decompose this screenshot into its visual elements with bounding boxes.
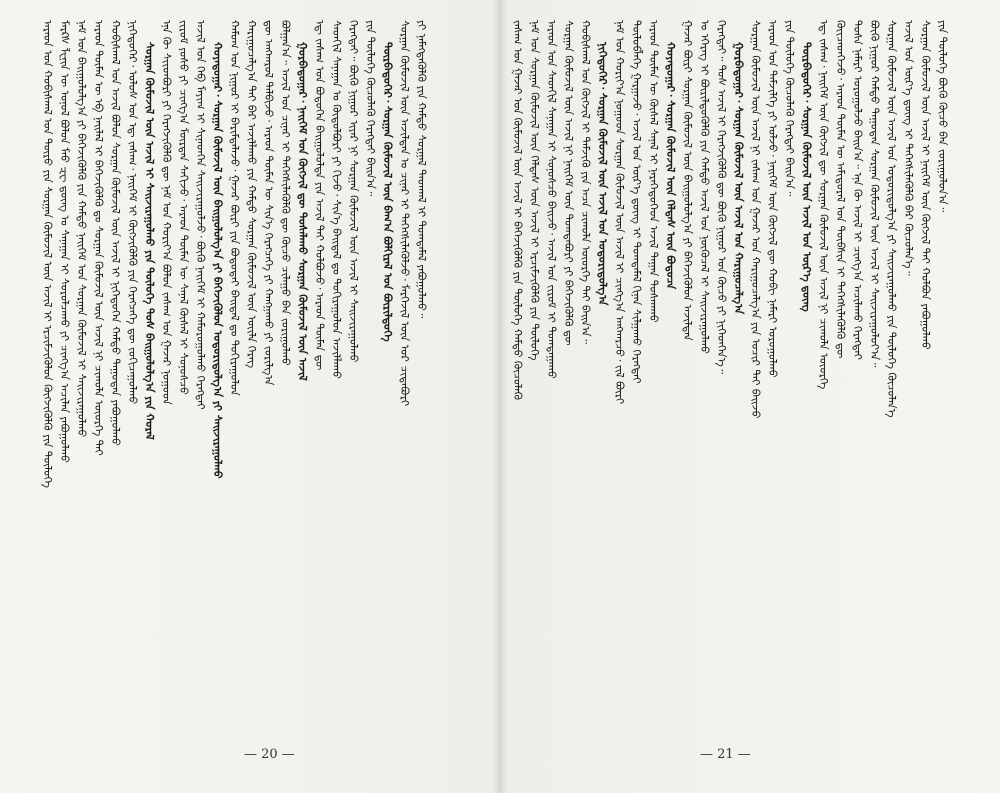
- text-column: ᠬᠤᠪᠢᠰᠬᠠᠯ ᠤᠨ ᠬᠥᠭᠵᠢᠯ ᠢ ᠳᠡᠮᠵᠢᠬᠦ ᠶᠢᠨ ᠠᠴᠠ ᠴᠢᠬᠤᠯᠠ ᠦᠦᠷᠭᠡ ᠲᠡᠢ ᠪᠠᠢᠨ᠎ᠠ᠃: [579, 20, 592, 344]
- text-column: ᠰᠤᠷᠭᠠᠨ ᠬᠦᠮᠦᠵᠢᠯ ᠦᠨ ᠠᠵᠢᠯ ᠨᠢ ᠵᠠᠰᠠᠭ ᠤᠨ ᠭᠠᠵᠠᠷ ᠤᠨ ᠬᠠᠷᠢᠭᠤᠴᠠᠯᠭ᠎ᠠ ᠶᠢᠨ ᠤᠴᠢᠷ ᠲᠠᠢ ᠪᠠᠢᠵᠤ: [749, 20, 762, 419]
- text-column: ᠶᠢᠨ ᠲᠥᠯᠥᠭᠡ ᠬᠦᠴᠦᠯᠡᠬᠦ ᠬᠡᠷᠡᠭᠲᠡᠢ ᠪᠠᠢᠨ᠎ᠠ᠃: [364, 20, 377, 197]
- text-column: ᠠᠵᠢᠯ ᠤᠨ ᠦᠷ᠎ᠡ ᠳ᠋ᠦᠩ ᠢ ᠳᠡᠭᠡᠭᠰᠢᠯᠡᠭᠦᠯᠬᠦ ᠪᠠᠷ ᠬᠦᠴᠦᠯᠡᠨ᠎ᠡ᠃: [902, 20, 915, 276]
- text-column: ᠲᠤᠰᠠ ᠨᠡᠮᠡᠷᠢ ᠣᠷᠤᠭᠤᠯᠵᠤ ᠪᠠᠢᠨ᠎ᠠ᠃ ᠡᠨᠡ ᠬᠦ ᠠᠵᠢᠯ ᠢ ᠴᠢᠩᠭ᠎ᠠ ᠠᠴᠢᠯᠠᠬᠤ ᠬᠡᠷᠡᠭᠲᠡᠢ: [851, 20, 864, 360]
- text-column: ᠠᠷᠠᠳ ᠲᠦᠮᠡᠨ ᠦ ᠡᠪ ᠨᠡᠢᠯᠡᠯ ᠢ ᠪᠡᠬᠡᠵᠢᠭᠦᠯᠬᠦ ᠳᠤ ᠰᠤᠷᠭᠠᠨ ᠬᠦᠮᠦᠵᠢᠯ ᠦᠨ ᠠᠵᠢᠯ ᠨᠢ ᠴᠢᠬᠤᠯᠠ ᠦᠦᠷᠭᠡ ᠲᠡᠢ: [92, 20, 105, 456]
- heading-column: ᠨᠢᠭᠡᠳᠦᠭᠡᠷ᠂ ᠰᠤᠷᠭᠠᠨ ᠬᠦᠮᠦᠵᠢᠯ ᠦᠨ ᠠᠵᠢᠯ ᠤᠨ ᠤᠳᠤᠷᠢᠳᠤᠯᠭ᠎ᠠ: [596, 42, 609, 306]
- heading-column: ᠳᠥᠷᠪᠡᠳᠦᠭᠡᠷ᠂ ᠰᠤᠷᠭᠠᠨ ᠬᠦᠮᠦᠵᠢᠯ ᠦᠨ ᠠᠵᠢᠯ ᠤᠨ ᠦᠷ᠎ᠡ ᠳ᠋ᠦᠩ: [800, 42, 813, 312]
- text-column: ᠪᠦᠬᠦ ᠨᠢᠭᠤᠷ ᠬᠠᠮᠲᠤ ᠳᠠᠭᠤᠳᠠᠨ ᠰᠤᠷᠭᠠᠨ ᠬᠦᠮᠦᠵᠢᠯ ᠦᠨ ᠠᠵᠢᠯ ᠢ ᠰᠠᠢᠵᠢᠷᠠᠭᠤᠯᠤᠶ᠎ᠠ᠃: [868, 20, 881, 368]
- text-column: ᠨᠠᠮ ᠤᠨ ᠰᠤᠷᠭᠠᠨ ᠬᠦᠮᠦᠵᠢᠯ ᠦᠨ ᠬᠡᠯᠲᠡᠰ ᠦᠨ ᠠᠵᠢᠯ ᠢ ᠡᠷᠴᠢᠮᠵᠢᠭᠦᠯᠬᠦ ᠶᠢᠨ ᠲᠥᠯᠥᠭᠡ: [528, 20, 541, 361]
- page-number-right: — 21 —: [700, 747, 751, 762]
- text-column: ᠰᠤᠷᠭᠠᠨ ᠬᠦᠮᠦᠵᠢᠯ ᠦᠨ ᠠᠵᠢᠯ ᠨᠢ ᠨᠡᠢᠭᠡᠮ ᠦᠨ ᠲᠣᠭᠲᠠᠪᠤᠷᠢ ᠶᠢ ᠪᠡᠬᠡᠵᠢᠭᠦᠯᠬᠦ ᠳᠦ: [562, 20, 575, 346]
- text-column: ᠠᠷᠠᠳ ᠲᠦᠮᠡᠨ ᠦ ᠬᠦᠰᠡᠯ ᠰᠠᠨᠠᠯ ᠢ ᠨᠡᠷᠡᠭᠡᠳᠦᠭᠡᠳ ᠠᠵᠢᠯ ᠳᠠᠭᠠᠨ ᠲᠤᠰᠬᠠᠬᠤ: [647, 20, 660, 323]
- text-column: ᠰᠡᠳᠬᠢᠯ ᠰᠠᠨᠠᠭᠠᠨ ᠤ ᠬᠥᠲᠥᠯᠪᠦᠷᠢ ᠶᠢ ᠬᠢᠵᠦ᠂ ᠰᠢᠨ᠎ᠡ ᠪᠠᠢᠳᠠᠯ ᠳᠤ ᠲᠣᠬᠢᠷᠠᠭᠤᠯᠤᠨ ᠠᠵᠢᠯᠯᠠᠬᠤ: [330, 20, 343, 379]
- text-column: ᠪᠤᠯᠭᠠᠨ᠎ᠠ᠃ ᠠᠵᠢᠯ ᠤᠨ ᠴᠢᠨᠠᠷ ᠢ ᠳᠡᠭᠡᠭᠰᠢᠯᠡᠭᠦᠯᠬᠦ ᠳᠦ ᠬᠦᠴᠦ ᠴᠢᠯᠠᠭᠤ ᠪᠠᠨ ᠵᠣᠷᠢᠭᠤᠯᠬᠤ: [279, 20, 292, 366]
- text-column: ᠲᠥᠯᠥᠪᠯᠡᠭᠡ ᠭᠠᠷᠭᠠᠵᠤ᠂ ᠠᠵᠢᠯ ᠤᠨ ᠦᠷ᠎ᠡ ᠳ᠋ᠦᠩ ᠢ ᠲᠣᠭᠲᠠᠮᠠᠯ ᠬᠢᠨᠠᠨ ᠰᠢᠯᠭᠠᠬᠤ ᠬᠡᠷᠡᠭᠲᠡᠢ: [630, 20, 643, 384]
- page-number-left: — 20 —: [244, 747, 295, 762]
- text-column: ᠡᠳ᠋ ᠵᠠᠰᠠᠭ᠂ ᠨᠡᠢᠭᠡᠮ ᠦᠨ ᠬᠥᠭᠵᠢᠯ ᠳᠦ ᠰᠤᠷᠭᠠᠨ ᠬᠦᠮᠦᠵᠢᠯ ᠦᠨ ᠠᠵᠢᠯ ᠨᠢ ᠴᠢᠬᠤᠯᠠ ᠦᠦᠷᠭᠡ: [817, 20, 830, 390]
- text-column: ᠨᠠᠮ ᠤᠨ ᠪᠠᠢᠭᠤᠯᠤᠯᠭ᠎ᠠ ᠶᠢ ᠪᠡᠬᠡᠵᠢᠭᠦᠯᠬᠦ ᠶᠢᠨ ᠬᠠᠮᠲᠤ ᠨᠡᠢᠭᠡᠮ ᠤᠨ ᠰᠤᠷᠭᠠᠨ ᠬᠦᠮᠦᠵᠢᠯ ᠢ ᠰᠠᠢᠵᠢᠷᠠᠭᠤᠯᠬᠤ: [75, 20, 88, 438]
- text-column: ᠰᠤᠷᠭᠠᠨ ᠬᠦᠮᠦᠵᠢᠯ ᠦᠨ ᠠᠵᠢᠯ ᠤᠨ ᠤᠳᠤᠷᠢᠳᠤᠯᠭ᠎ᠠ ᠶᠢ ᠰᠠᠢᠵᠢᠷᠠᠭᠤᠯᠬᠤ ᠶᠢᠨ ᠲᠥᠯᠥᠭᠡ ᠬᠦᠴᠦᠯᠡᠨ᠎ᠡ: [885, 20, 898, 418]
- page-right: [510, 20, 970, 725]
- text-column: ᠨᠠᠮ ᠤᠨ ᠬᠣᠷᠢᠶ᠎ᠠ ᠨᠤᠭᠤᠳ ᠰᠤᠷᠭᠠᠨ ᠬᠦᠮᠦᠵᠢᠯ ᠦᠨ ᠠᠵᠢᠯ ᠢ ᠴᠢᠩᠭ᠎ᠠ ᠠᠩᠬᠠᠷᠴᠤ᠂ ᠵᠢᠯ ᠪᠦᠷᠢ: [613, 20, 626, 405]
- heading-column: ᠳᠥᠷᠪᠡᠳᠦᠭᠡᠷ᠂ ᠰᠤᠷᠭᠠᠨ ᠬᠦᠮᠦᠵᠢᠯ ᠦᠨ ᠪᠠᠭ᠎ᠠ ᠪᠤᠯᠬᠢᠷᠠᠯ ᠤᠨ ᠪᠦᠷᠢᠯᠳᠦᠭᠡ: [381, 42, 394, 342]
- heading-column: ᠭᠤᠷᠪᠠᠳᠤᠭᠠᠷ᠂ ᠰᠤᠷᠭᠠᠨ ᠬᠦᠮᠦᠵᠢᠯ ᠦᠨ ᠠᠵᠢᠯ ᠤᠨ ᠬᠠᠷᠢᠭᠤᠴᠠᠯᠭ᠎ᠠ: [732, 42, 745, 315]
- text-column: ᠬᠠᠮᠤᠭ ᠤᠨ ᠨᠢᠭᠤᠷ ᠢ ᠪᠠᠷᠢᠮᠳᠠᠯᠠᠵᠤ᠂ ᠭᠠᠵᠠᠷ ᠪᠦᠷᠢ ᠶᠢᠨ ᠪᠤᠳᠤᠳᠠᠢ ᠪᠠᠢᠳᠠᠯ ᠳᠤ ᠲᠣᠬᠢᠷᠠᠭᠤᠯᠤᠨ: [228, 20, 241, 396]
- heading-column: ᠬᠣᠶᠠᠳᠤᠭᠠᠷ᠂ ᠰᠤᠷᠭᠠᠨ ᠬᠦᠮᠦᠵᠢᠯ ᠦᠨ ᠬᠡᠯᠲᠡᠰ ᠦᠨ ᠪᠤᠲᠦᠴᠡ: [664, 42, 677, 290]
- text-column: ᠰᠤᠷᠭᠠᠨ ᠬᠦᠮᠦᠵᠢᠯ ᠦᠨ ᠠᠵᠢᠯᠲᠠᠨ ᠤ ᠴᠢᠨᠠᠷ ᠢ ᠳᠡᠭᠡᠭᠰᠢᠯᠡᠭᠦᠯᠵᠦ᠂ ᠮᠡᠷᠭᠡᠵᠢᠯ ᠦᠨ ᠤᠷ ᠴᠢᠳᠠᠪᠤᠷᠢ: [398, 20, 411, 407]
- text-column: ᠵᠢᠷᠤᠮ ᠶᠣᠰᠤ ᠶᠢ ᠴᠢᠩᠭ᠎ᠠ ᠮᠦᠷᠳᠡᠨ ᠰᠠᠬᠢᠵᠤ᠂ ᠠᠷᠠᠳ ᠲᠦᠮᠡᠨ ᠦ ᠰᠠᠨᠠᠯ ᠬᠦᠰᠡᠯ ᠢ ᠰᠣᠨᠣᠰᠴᠤ: [177, 20, 190, 395]
- page-left: [40, 20, 480, 725]
- text-column: ᠡᠳ᠋ ᠵᠠᠰᠠᠭ ᠤᠨ ᠪᠤᠲᠦᠭᠡᠨ ᠪᠠᠢᠭᠤᠯᠤᠯᠲᠠ ᠶᠢᠨ ᠠᠵᠢᠯ ᠲᠠᠢ ᠬᠣᠯᠪᠣᠵᠤ᠂ ᠠᠷᠠᠳ ᠲᠦᠮᠡᠨ ᠳᠦ: [313, 20, 326, 371]
- text-column: ᠠᠷᠠᠳ ᠤᠨ ᠬᠤᠪᠢᠰᠬᠠᠯ ᠤᠨ ᠲᠦᠷᠦ ᠶᠢᠨ ᠰᠤᠷᠭᠠᠨ ᠬᠦᠮᠦᠵᠢᠯ ᠦᠨ ᠠᠵᠢᠯ ᠢ ᠡᠷᠴᠢᠮᠵᠢᠭᠦᠯᠦᠨ ᠬᠦᠭᠵᠢᠭᠦᠯᠬᠦ ᠶᠢᠨ ᠲᠥᠯᠥᠭᠡ: [41, 20, 54, 488]
- text-column: ᠭᠦᠢᠴᠡᠳᠬᠡᠵᠦ᠂ ᠠᠷᠠᠳ ᠲᠦᠮᠡᠨ ᠦ ᠠᠮᠢᠳᠤᠷᠠᠯ ᠤᠨ ᠲᠦᠪᠰᠢᠨ ᠢ ᠳᠡᠭᠡᠭᠰᠢᠯᠡᠭᠦᠯᠬᠦ ᠳᠦ: [834, 20, 847, 359]
- text-column: ᠤ ᠡᠭᠡᠷᠡᠭ ᠢ ᠪᠦᠷᠢᠯᠳᠦᠭᠦᠯᠬᠦ ᠶᠢᠨ ᠬᠠᠮᠲᠤ ᠠᠵᠢᠯ ᠤᠨ ᠨᠥᠬᠦᠴᠡᠯ ᠢ ᠰᠠᠢᠵᠢᠷᠠᠭᠤᠯᠬᠤ: [698, 20, 711, 354]
- text-column: ᠬᠡᠷᠡᠭᠲᠡᠢ᠃ ᠪᠦᠬᠦ ᠨᠢᠭᠤᠷ ᠢᠶᠠᠷ ᠨᠢ ᠰᠤᠷᠭᠠᠨ ᠬᠦᠮᠦᠵᠢᠯ ᠦᠨ ᠠᠵᠢᠯ ᠢ ᠰᠠᠢᠵᠢᠷᠠᠭᠤᠯᠬᠤ: [347, 20, 360, 363]
- text-column: ᠬᠤᠪᠢᠰᠬᠠᠯ ᠤᠨ ᠠᠵᠢᠯ ᠪᠤᠯᠤᠨ ᠰᠤᠷᠭᠠᠨ ᠬᠦᠮᠦᠵᠢᠯ ᠦᠨ ᠠᠵᠢᠯ ᠢ ᠨᠢᠭᠡᠳᠦᠭᠡᠨ ᠬᠠᠮᠲᠤ ᠳᠠᠭᠤᠳᠠᠨ ᠶᠠᠪᠤᠭᠤᠯᠬᠤ: [109, 20, 122, 446]
- text-column: ᠨᠢᠭᠡᠳᠦᠭᠡᠷ᠂ ᠤᠯᠤᠰ ᠤᠨ ᠡᠳ᠋ ᠵᠠᠰᠠᠭ᠂ ᠨᠡᠢᠭᠡᠮ ᠢ ᠬᠥᠭᠵᠢᠭᠦᠯᠬᠦ ᠶᠢᠨ ᠬᠡᠷᠡᠭᠴᠡᠭᠡ ᠳᠦ ᠵᠣᠬᠢᠴᠠᠭᠤᠯᠬᠤ: [126, 20, 139, 405]
- text-column: ᠠᠷᠠᠳ ᠤᠨ ᠳᠡᠮᠵᠢᠯᠭᠡ ᠶᠢ ᠣᠯᠵᠤ᠂ ᠨᠡᠢᠭᠡᠮ ᠦᠨ ᠬᠥᠭᠵᠢᠯ ᠳᠦ ᠬᠤᠪᠢ ᠨᠡᠮᠡᠷᠢ ᠣᠷᠤᠭᠤᠯᠬᠤ: [766, 20, 779, 378]
- text-column: ᠮᠠᠷᠺᠰ ᠯᠧᠨᠢᠨ ᠦ ᠤᠨᠤᠯ ᠪᠤᠯᠤᠨ ᠮᠠᠤ ᠽᠧ ᠳ᠋ᠦᠩ ᠤ ᠰᠠᠨᠠᠭᠠᠨ ᠢ ᠰᠤᠷᠤᠯᠴᠠᠬᠤ ᠶᠢ ᠴᠢᠩᠭ᠎ᠠ ᠠᠴᠢᠯᠠᠨ ᠶᠠᠪᠤᠭᠤᠯᠬᠤ: [58, 20, 71, 463]
- text-column: ᠵᠠᠰᠠᠭ ᠤᠨ ᠭᠠᠵᠠᠷ ᠤᠨ ᠬᠦᠮᠦᠵᠢᠯ ᠦᠨ ᠠᠵᠢᠯ ᠢ ᠪᠡᠬᠡᠵᠢᠭᠦᠯᠬᠦ ᠶᠢᠨ ᠲᠥᠯᠥᠭᠡ ᠬᠠᠮᠲᠤ ᠬᠦᠴᠦᠯᠡᠬᠦ: [511, 20, 524, 401]
- text-column: ᠠᠵᠢᠯ ᠤᠨ ᠬᠡᠪ ᠮᠠᠶᠢᠭ ᠢ ᠰᠢᠨᠡᠳᠬᠡᠨ ᠰᠠᠢᠵᠢᠷᠠᠭᠤᠯᠵᠤ᠂ ᠪᠦᠬᠦ ᠨᠡᠢᠭᠡᠮ ᠢ ᠬᠠᠮᠤᠷᠤᠭᠤᠯᠬᠤ ᠬᠡᠷᠡᠭᠲᠡᠢ: [194, 20, 207, 410]
- heading-column: ᠭᠤᠷᠪᠠᠳᠤᠭᠠᠷ᠂ ᠨᠡᠢᠭᠡᠮ ᠤᠨ ᠬᠥᠭᠵᠢᠯ ᠳᠦ ᠲᠤᠰᠠᠯᠠᠬᠤ ᠰᠤᠷᠭᠠᠨ ᠬᠦᠮᠦᠵᠢᠯ ᠦᠨ ᠠᠵᠢᠯ: [296, 42, 309, 381]
- text-column: ᠶᠢᠨ ᠲᠥᠯᠥᠭᠡ ᠪᠦᠬᠦ ᠬᠦᠴᠦ ᠪᠡᠨ ᠵᠣᠷᠢᠭᠤᠯᠤᠨ᠎ᠠ᠃: [936, 20, 949, 212]
- text-column: ᠬᠠᠷᠢᠭᠤᠴᠠᠯᠭ᠎ᠠ ᠲᠠᠢ ᠪᠡᠷ ᠠᠵᠢᠯᠯᠠᠬᠤ ᠶᠢᠨ ᠬᠠᠮᠲᠤ ᠰᠤᠷᠭᠠᠨ ᠬᠦᠮᠦᠵᠢᠯ ᠦᠨ ᠦᠢᠯᠡ ᠬᠡᠷᠡᠭ: [245, 20, 258, 369]
- heading-column: ᠬᠣᠶᠠᠳᠤᠭᠠᠷ᠂ ᠰᠤᠷᠭᠠᠨ ᠬᠦᠮᠦᠵᠢᠯ ᠦᠨ ᠪᠠᠢᠭᠤᠯᠤᠯᠭ᠎ᠠ ᠶᠢ ᠪᠡᠬᠡᠵᠢᠭᠦᠯᠦᠨ ᠤᠳᠤᠷᠢᠳᠤᠯᠭ᠎ᠠ ᠶᠢ ᠰᠠᠢᠵᠢᠷᠠᠭᠤᠯᠬᠤ: [211, 42, 224, 479]
- text-column: ᠶᠢᠨ ᠲᠥᠯᠥᠭᠡ ᠬᠦᠴᠦᠯᠡᠬᠦ ᠬᠡᠷᠡᠭᠲᠡᠢ ᠪᠠᠢᠨ᠎ᠠ᠃: [783, 20, 796, 197]
- heading-column: ᠰᠤᠷᠭᠠᠨ ᠬᠦᠮᠦᠵᠢᠯ ᠦᠨ ᠠᠵᠢᠯ ᠢ ᠰᠠᠢᠵᠢᠷᠠᠭᠤᠯᠬᠤ ᠶᠢᠨ ᠲᠥᠯᠥᠭᠡ ᠲᠤᠰ ᠪᠠᠢᠭᠤᠯᠤᠯᠭ᠎ᠠ ᠶᠢᠨ ᠬᠤᠷᠠᠯ: [143, 42, 156, 440]
- text-column: ᠬᠡᠷᠡᠭᠲᠡᠢ᠃ ᠲᠤᠰ ᠠᠵᠢᠯ ᠢ ᠬᠡᠷᠡᠭᠵᠢᠭᠦᠯᠬᠦ ᠳᠦ ᠪᠦᠬᠦ ᠨᠢᠭᠤᠷ ᠤᠨ ᠬᠦᠴᠦ ᠶᠢ ᠨᠢᠭᠡᠳᠭᠡᠨ᠎ᠡ᠃: [715, 20, 728, 374]
- text-column: ᠳᠦ ᠠᠩᠬᠠᠷᠤᠯ ᠲᠠᠯᠪᠢᠵᠤ᠂ ᠠᠷᠠᠳ ᠲᠦᠮᠡᠨ ᠦ ᠰᠢᠨ᠎ᠡ ᠬᠡᠷᠡᠭᠴᠡᠭᠡ ᠶᠢ ᠬᠠᠩᠭᠠᠬᠤ ᠶᠢ ᠵᠣᠷᠢᠯᠭ᠎ᠠ: [262, 20, 275, 386]
- text-column: ᠠᠷᠠᠳ ᠤᠨ ᠰᠡᠳᠬᠢᠯ ᠰᠠᠨᠠᠭᠠᠨ ᠢ ᠰᠣᠨᠣᠰᠴᠤ ᠪᠠᠢᠵᠤ᠂ ᠠᠵᠢᠯ ᠤᠨ ᠵᠢᠷᠤᠮ ᠢ ᠲᠣᠭᠲᠠᠭᠠᠬᠤ: [545, 20, 558, 379]
- text-column: ᠡᠨᠡ ᠬᠦ ᠰᠢᠢᠳᠪᠦᠷᠢ ᠶᠢ ᠬᠡᠷᠡᠭᠵᠢᠭᠦᠯᠬᠦ ᠳᠦ ᠨᠠᠮ ᠤᠨ ᠬᠣᠷᠢᠶ᠎ᠠ ᠪᠤᠯᠤᠨ ᠵᠠᠰᠠᠭ ᠤᠨ ᠭᠠᠵᠠᠷ ᠨᠤᠭᠤᠳ: [160, 20, 173, 405]
- book-gutter: [494, 0, 506, 793]
- text-column: ᠭᠠᠵᠠᠷ ᠪᠦᠷᠢ ᠰᠤᠷᠭᠠᠨ ᠬᠦᠮᠦᠵᠢᠯ ᠦᠨ ᠪᠠᠢᠭᠤᠯᠤᠯᠭ᠎ᠠ ᠶᠢ ᠪᠡᠬᠡᠵᠢᠭᠦᠯᠦᠨ ᠠᠵᠢᠯᠲᠠᠨ: [681, 20, 694, 341]
- text-column: ᠰᠤᠷᠭᠠᠨ ᠬᠦᠮᠦᠵᠢᠯ ᠦᠨ ᠠᠵᠢᠯ ᠢ ᠨᠡᠢᠭᠡᠮ ᠦᠨ ᠬᠥᠭᠵᠢᠯ ᠲᠠᠢ ᠬᠣᠯᠪᠣᠨ ᠶᠠᠪᠤᠭᠤᠯᠬᠤ: [919, 20, 932, 350]
- text-column: ᠶᠢ ᠨᠡᠮᠡᠭᠳᠡᠭᠦᠯᠬᠦ ᠶᠢᠨ ᠬᠠᠮᠲᠤ ᠰᠤᠷᠭᠠᠯ ᠳᠠᠳᠬᠠᠯ ᠢ ᠲᠣᠭᠲᠠᠮᠠᠯ ᠶᠠᠪᠤᠭᠤᠯᠬᠤ᠃: [415, 20, 428, 319]
